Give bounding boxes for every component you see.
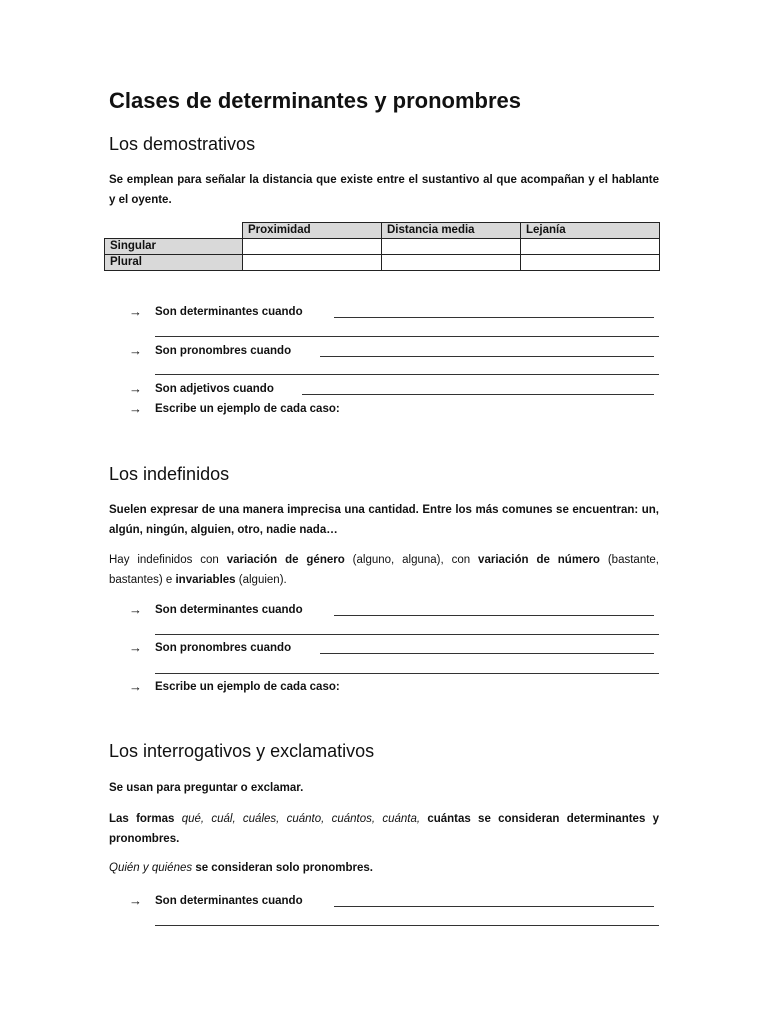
right-arrow-icon: → bbox=[129, 679, 142, 694]
list-item bbox=[129, 638, 659, 658]
demostrativos-table bbox=[104, 222, 660, 271]
text-span: (alguno, alguna), con bbox=[344, 554, 479, 566]
answer-line[interactable] bbox=[320, 653, 654, 654]
table-header-lejania: Lejanía bbox=[521, 223, 660, 239]
table-row-label-plural: Plural bbox=[105, 255, 243, 271]
table-cell-plural-distancia-media[interactable] bbox=[382, 255, 521, 271]
table-header-proximidad: Proximidad bbox=[243, 223, 382, 239]
text-span-italic: Quién y quiénes bbox=[109, 862, 193, 874]
text-span-bold: Las formas bbox=[109, 813, 182, 825]
answer-line[interactable] bbox=[334, 615, 654, 616]
right-arrow-icon: → bbox=[129, 304, 142, 319]
bullet-text: Son adjetivos cuando bbox=[155, 383, 274, 395]
answer-line[interactable] bbox=[302, 394, 654, 395]
list-item bbox=[129, 399, 659, 419]
answer-line[interactable] bbox=[320, 356, 654, 357]
interrogativos-p3 bbox=[109, 858, 659, 878]
table-header-distancia-media: Distancia media bbox=[382, 223, 521, 239]
right-arrow-icon: → bbox=[129, 640, 142, 655]
text-span-bold: determinantes y pronombres. bbox=[109, 813, 660, 845]
right-arrow-icon: → bbox=[129, 401, 142, 416]
text-span-bold: cuántas se consideran bbox=[420, 813, 567, 825]
right-arrow-icon: → bbox=[129, 343, 142, 358]
answer-line[interactable] bbox=[155, 374, 659, 375]
text-span-bold: variación de género bbox=[226, 554, 345, 566]
bullet-text: Son determinantes cuando bbox=[155, 306, 303, 318]
table-header-row bbox=[105, 223, 660, 239]
answer-line[interactable] bbox=[155, 673, 659, 674]
list-item bbox=[129, 891, 659, 911]
answer-line[interactable] bbox=[334, 317, 654, 318]
table-cell-plural-lejania[interactable] bbox=[521, 255, 660, 271]
table-cell-singular-proximidad[interactable] bbox=[243, 239, 382, 255]
text-span: Hay indefinidos con bbox=[109, 554, 227, 566]
heading-interrogativos: Los interrogativos y exclamativos bbox=[109, 741, 375, 761]
page-title: Clases de determinantes y pronombres bbox=[109, 88, 522, 113]
table-cell-singular-distancia-media[interactable] bbox=[382, 239, 521, 255]
list-item bbox=[129, 600, 659, 620]
table-row-singular bbox=[105, 239, 660, 255]
bullet-text: Escribe un ejemplo de cada caso: bbox=[155, 403, 340, 415]
right-arrow-icon: → bbox=[129, 602, 142, 617]
text-span-bold: pronombres. bbox=[302, 862, 373, 874]
table-cell-plural-proximidad[interactable] bbox=[243, 255, 382, 271]
list-item bbox=[129, 341, 659, 361]
heading-indefinidos: Los indefinidos bbox=[109, 464, 230, 484]
interrogativos-p1: Se usan para preguntar o exclamar. bbox=[109, 782, 304, 794]
right-arrow-icon: → bbox=[129, 381, 142, 396]
answer-line[interactable] bbox=[155, 925, 659, 926]
text-span-bold: se consideran solo bbox=[192, 862, 303, 874]
text-span: (alguien). bbox=[235, 574, 287, 586]
text-span: (bastante, bastantes) e bbox=[109, 554, 660, 586]
right-arrow-icon: → bbox=[129, 893, 142, 908]
answer-line[interactable] bbox=[155, 634, 659, 635]
text-span-bold: variación de número bbox=[478, 554, 600, 566]
text-span-italic: qué, cuál, cuáles, cuánto, cuántos, cuánta, bbox=[181, 813, 421, 825]
bullet-text: Son pronombres cuando bbox=[155, 345, 292, 357]
table-corner-cell bbox=[105, 223, 243, 239]
table-row-plural bbox=[105, 255, 660, 271]
bullet-text: Son pronombres cuando bbox=[155, 642, 292, 654]
answer-line[interactable] bbox=[155, 336, 659, 337]
bullet-text: Son determinantes cuando bbox=[155, 895, 303, 907]
bullet-text: Son determinantes cuando bbox=[155, 604, 303, 616]
heading-demostrativos: Los demostrativos bbox=[109, 134, 256, 154]
list-item bbox=[129, 379, 659, 399]
interrogativos-p2 bbox=[109, 809, 659, 849]
bullet-text: Escribe un ejemplo de cada caso: bbox=[155, 681, 340, 693]
indefinidos-p2 bbox=[109, 550, 659, 590]
answer-line[interactable] bbox=[334, 906, 654, 907]
demostrativos-intro: Se emplean para señalar la distancia que existe entre el sustantivo al que acompañan y el hablante y el oyente. bbox=[109, 174, 659, 206]
table-row-label-singular: Singular bbox=[105, 239, 243, 255]
table-cell-singular-lejania[interactable] bbox=[521, 239, 660, 255]
indefinidos-p1: Suelen expresar de una manera imprecisa una cantidad. Entre los más comunes se encuentran: un, algún, ningún, alguien, otro, nadie nada… bbox=[109, 504, 659, 536]
list-item bbox=[129, 677, 659, 697]
text-span-bold: invariables bbox=[175, 574, 236, 586]
list-item bbox=[129, 302, 659, 322]
